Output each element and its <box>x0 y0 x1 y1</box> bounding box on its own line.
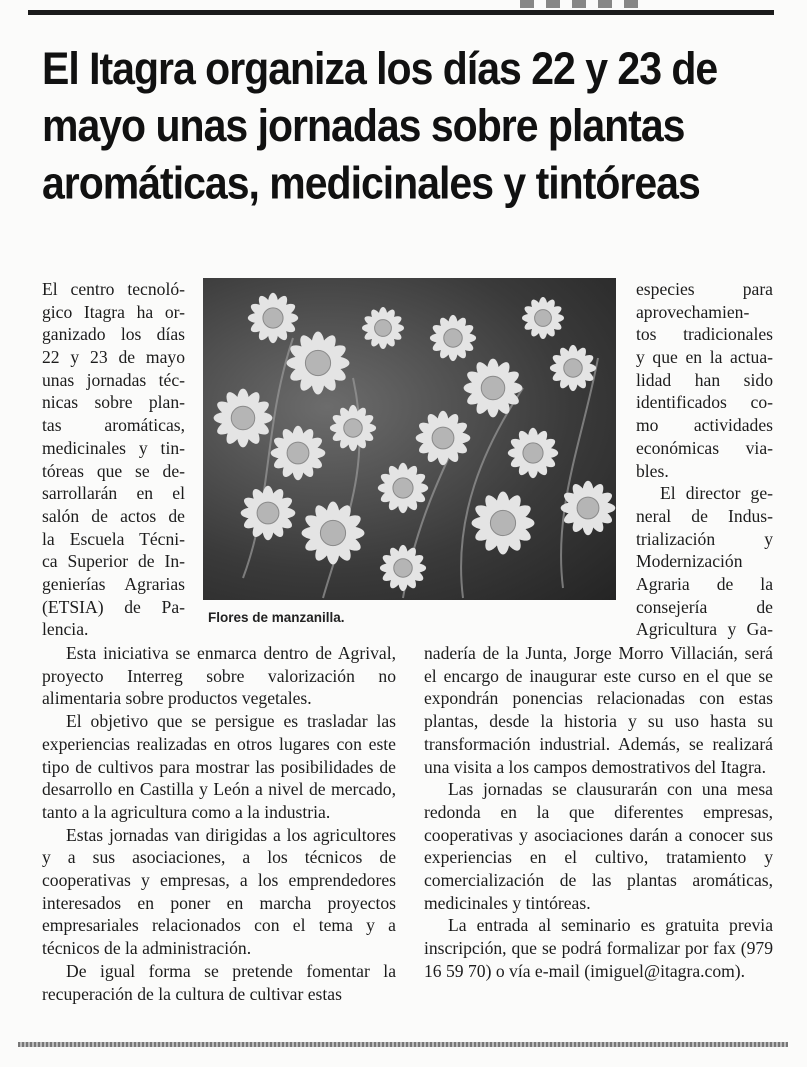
flowers-illustration <box>203 278 616 600</box>
right-narrow-column <box>636 278 773 641</box>
text-line: salón de actos de <box>42 505 185 526</box>
text-line: 22 y 23 de mayo <box>42 347 185 368</box>
chamomile-flower <box>430 315 476 361</box>
text-line: económicas via- <box>636 437 773 458</box>
text-line: nicas sobre plan- <box>42 392 185 413</box>
text-line: Agraria de la <box>636 573 773 594</box>
text-line: neral de Indus- <box>636 505 773 526</box>
bottom-rule <box>18 1042 788 1047</box>
text-line: lencia. <box>42 619 89 640</box>
paragraph: De igual forma se pretende fomentar la recuperación de la cultura de cultivar estas <box>42 960 396 1004</box>
chamomile-flower <box>302 502 365 565</box>
text-line: tos tradicionales <box>636 324 773 345</box>
text-line: lidad han sido <box>636 369 773 390</box>
chamomile-flower <box>416 411 471 466</box>
text-line: consejería de <box>636 596 773 617</box>
right-lower-column <box>424 642 773 983</box>
chamomile-flower <box>380 545 426 591</box>
text-line: trialización y <box>636 528 773 549</box>
chamomile-flower <box>214 389 273 448</box>
chamomile-flower <box>378 463 428 513</box>
top-print-marks <box>520 0 640 8</box>
text-line: tóreas que se de- <box>42 460 185 481</box>
text-line: mo actividades <box>636 415 773 436</box>
paragraph: Las jornadas se clausurarán con una mesa redonda en la que diferentes empresas, cooperativas y asociaciones darán a conocer sus experiencias en el cultivo, tratamiento y comercialización de las plantas aromáticas, medicinales y tintóreas. <box>424 779 773 913</box>
paragraph: nadería de la Junta, Jorge Morro Villacián, será el encargo de inaugurar este curso en el que se expondrán ponencias relacionadas con estas plantas, desde la historia y su uso hasta su transformación industrial. Además, se realizará una visita a los campos demostrativos del Itagra. <box>424 643 773 777</box>
chamomile-flower <box>522 297 564 339</box>
text-line: medicinales y tin- <box>42 437 185 458</box>
text-line: la Escuela Técni- <box>42 528 185 549</box>
chamomile-flower <box>241 486 296 541</box>
paragraph: Esta iniciativa se enmarca dentro de Agrival, proyecto Interreg sobre valorización no alimentaria sobre productos vegetales. <box>42 643 396 709</box>
chamomile-flower <box>330 405 376 451</box>
text-line: tas aromáticas, <box>42 415 185 436</box>
text-line: Agricultura y Ga- <box>636 619 773 640</box>
chamomile-flower <box>508 428 558 478</box>
chamomile-flower <box>271 426 326 481</box>
left-lower-column <box>42 642 396 1005</box>
text-line: aprovechamien- <box>636 301 750 322</box>
text-line: especies para <box>636 279 773 299</box>
chamomile-flower <box>464 359 523 418</box>
text-line: gico Itagra ha or- <box>42 301 185 322</box>
text-line: El director ge- <box>660 483 773 504</box>
paragraph: Estas jornadas van dirigidas a los agricultores y a sus asociaciones, a los técnicos de cooperativas y empresas, a los emprendedores interesados en poner en marcha proyectos empresariales relacionados con el tema y a técnicos de la administración. <box>42 824 396 959</box>
text-line: y que en la actua- <box>636 347 773 368</box>
chamomile-flower <box>362 307 404 349</box>
photo-caption: Flores de manzanilla. <box>208 610 345 625</box>
text-line: ca Superior de In- <box>42 551 185 572</box>
headline: El Itagra organiza los días 22 y 23 de mayo unas jornadas sobre plantas aromáticas, medicinales y tintóreas <box>42 43 718 209</box>
text-line: unas jornadas téc- <box>42 369 185 390</box>
text-line: (ETSIA) de Pa- <box>42 596 185 617</box>
chamomile-flower <box>472 492 535 555</box>
text-line: genierías Agrarias <box>42 573 185 594</box>
chamomile-flowers-photo <box>203 278 616 600</box>
text-line: El centro tecnoló- <box>42 279 185 299</box>
left-narrow-column <box>42 278 185 641</box>
text-line: ganizado los días <box>42 324 185 345</box>
text-line: identificados co- <box>636 392 773 413</box>
text-line: sarrollarán en el <box>42 483 185 504</box>
paragraph: La entrada al seminario es gratuita previa inscripción, que se podrá formalizar por fax (979 16 59 70) o vía e-mail (imiguel@itagra.com). <box>424 915 773 981</box>
chamomile-flower <box>287 332 350 395</box>
paragraph: El objetivo que se persigue es trasladar las experiencias realizadas en otros lugares con este tipo de cultivos para mostrar las posibilidades de desarrollo en Castilla y León a nivel de mercado, tanto a la agricultura como a la industria. <box>42 711 396 822</box>
text-line: bles. <box>636 460 669 481</box>
text-line: Modernización <box>636 551 743 572</box>
top-rule <box>28 10 774 15</box>
chamomile-flower <box>248 293 298 343</box>
chamomile-flower <box>550 345 596 391</box>
